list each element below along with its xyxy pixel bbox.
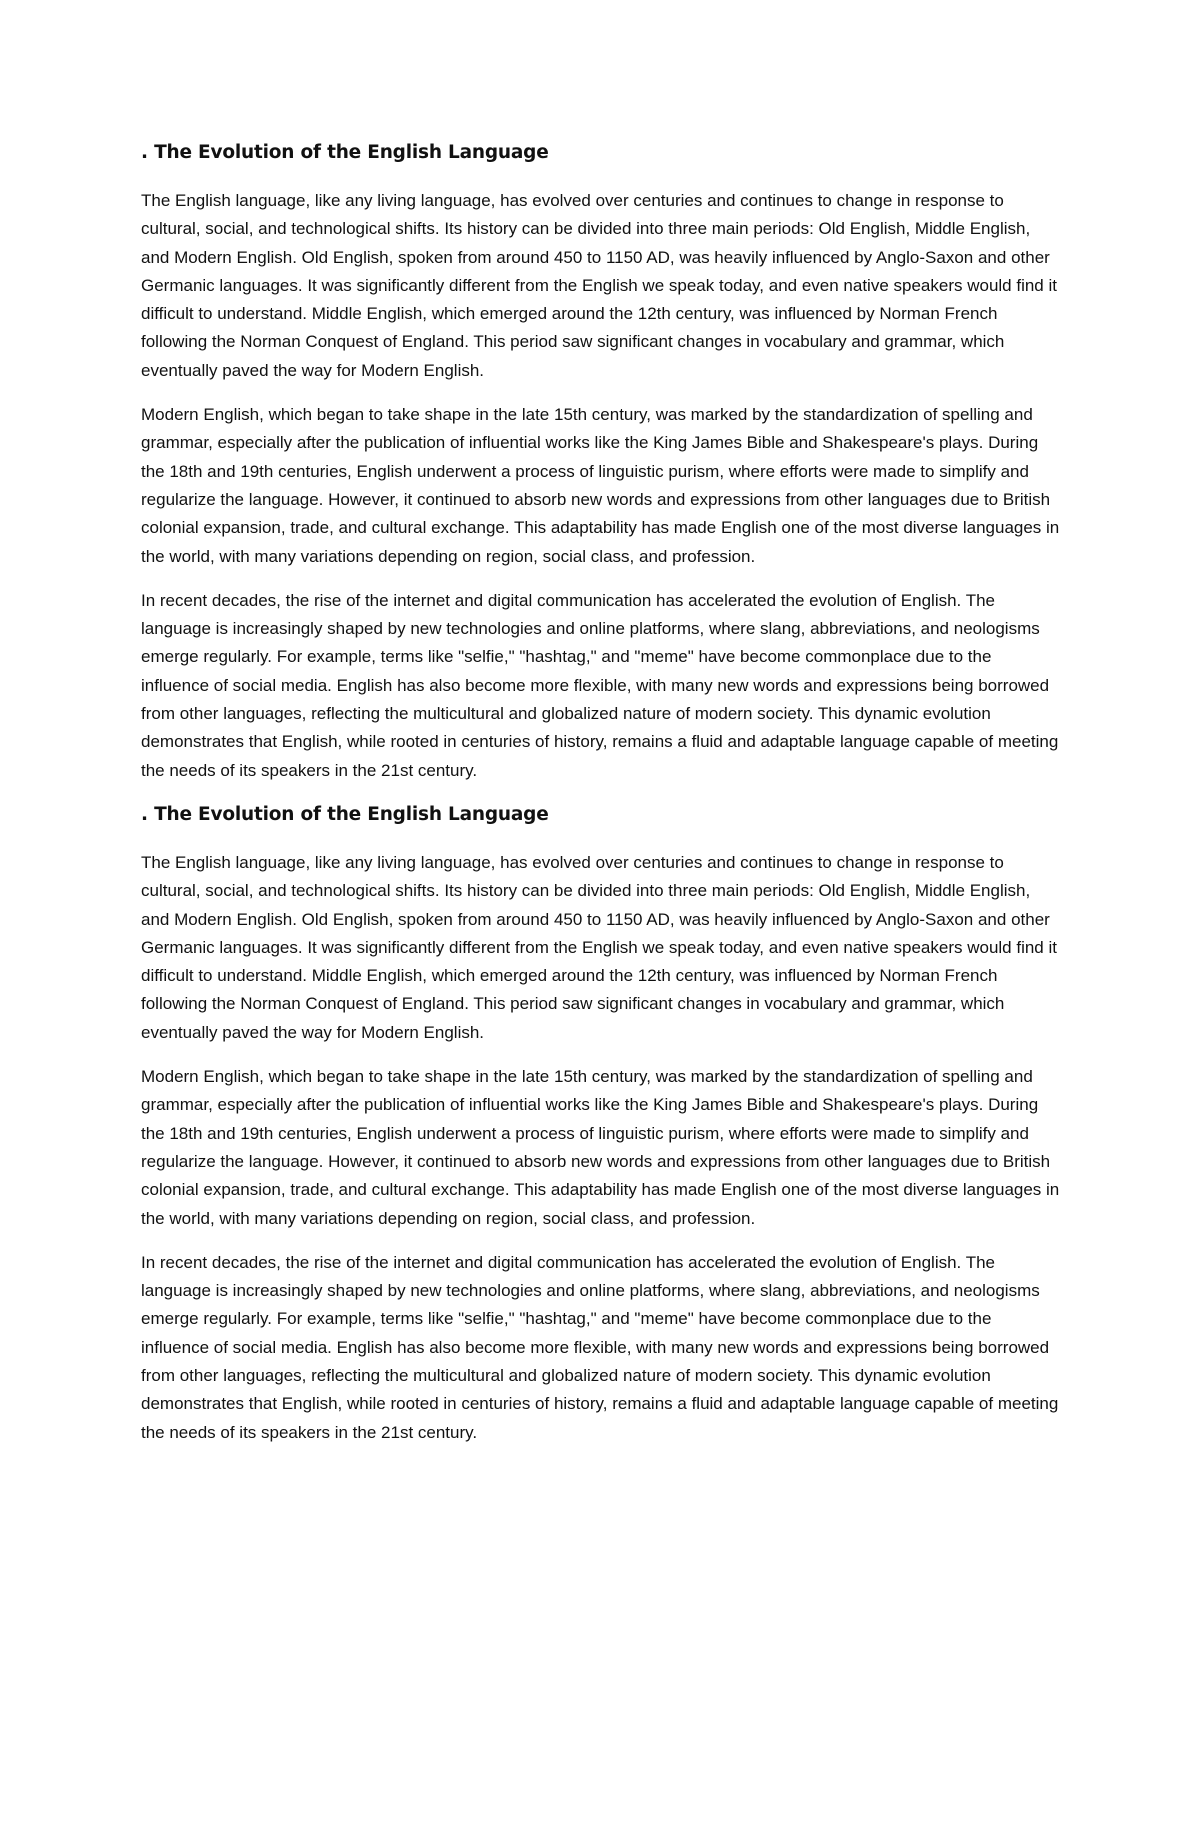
section-1-paragraph-3: In recent decades, the rise of the internet and digital communication has accelerated the evolution of English. The language is increasingly shaped by new technologies and online platforms, where slang, abbreviations, and neologisms emerge regularly. For example, terms like "selfie," "hashtag," and "meme" have become commonplace due to the influence of social media. English has also become more flexible, with many new words and expressions being borrowed from other languages, reflecting the multicultural and globalized nature of modern society. This dynamic evolution demonstrates that English, while rooted in centuries of history, remains a fluid and adaptable language capable of meeting the needs of its speakers in the 21st century. — [141, 590, 1059, 780]
section-1-paragraph-2: Modern English, which began to take shape in the late 15th century, was marked by the standardization of spelling and grammar, especially after the publication of influential works like the King James Bible and Shakespeare's plays. During the 18th and 19th centuries, English underwent a process of linguistic purism, where efforts were made to simplify and regularize the language. However, it continued to absorb new words and expressions from other languages due to British colonial expansion, trade, and cultural exchange. This adaptability has made English one of the most diverse languages in the world, with many variations depending on region, social class, and profession. — [141, 405, 1060, 566]
section-2-title: . The Evolution of the English Language — [141, 803, 549, 825]
section-2-paragraph-2: Modern English, which began to take shape in the late 15th century, was marked by the standardization of spelling and grammar, especially after the publication of influential works like the King James Bible and Shakespeare's plays. During the 18th and 19th centuries, English underwent a process of linguistic purism, where efforts were made to simplify and regularize the language. However, it continued to absorb new words and expressions from other languages due to British colonial expansion, trade, and cultural exchange. This adaptability has made English one of the most diverse languages in the world, with many variations depending on region, social class, and profession. — [141, 1067, 1060, 1228]
section-2-paragraph-3: In recent decades, the rise of the internet and digital communication has accelerated the evolution of English. The language is increasingly shaped by new technologies and online platforms, where slang, abbreviations, and neologisms emerge regularly. For example, terms like "selfie," "hashtag," and "meme" have become commonplace due to the influence of social media. English has also become more flexible, with many new words and expressions being borrowed from other languages, reflecting the multicultural and globalized nature of modern society. This dynamic evolution demonstrates that English, while rooted in centuries of history, remains a fluid and adaptable language capable of meeting the needs of its speakers in the 21st century. — [141, 1252, 1059, 1442]
section-1-paragraph-1: The English language, like any living language, has evolved over centuries and continues to change in response to cultural, social, and technological shifts. Its history can be divided into three main periods: Old English, Middle English, and Modern English. Old English, spoken from around 450 to 1150 AD, was heavily influenced by Anglo-Saxon and other Germanic languages. It was significantly different from the English we speak today, and even native speakers would find it difficult to understand. Middle English, which emerged around the 12th century, was influenced by Norman French following the Norman Conquest of England. This period saw significant changes in vocabulary and grammar, which eventually paved the way for Modern English. — [141, 191, 1057, 380]
section-1-title: . The Evolution of the English Language — [141, 142, 549, 163]
document-body — [141, 139, 1061, 1463]
section-2-paragraph-1: The English language, like any living language, has evolved over centuries and continues to change in response to cultural, social, and technological shifts. Its history can be divided into three main periods: Old English, Middle English, and Modern English. Old English, spoken from around 450 to 1150 AD, was heavily influenced by Anglo-Saxon and other Germanic languages. It was significantly different from the English we speak today, and even native speakers would find it difficult to understand. Middle English, which emerged around the 12th century, was influenced by Norman French following the Norman Conquest of England. This period saw significant changes in vocabulary and grammar, which eventually paved the way for Modern English. — [141, 852, 1057, 1042]
